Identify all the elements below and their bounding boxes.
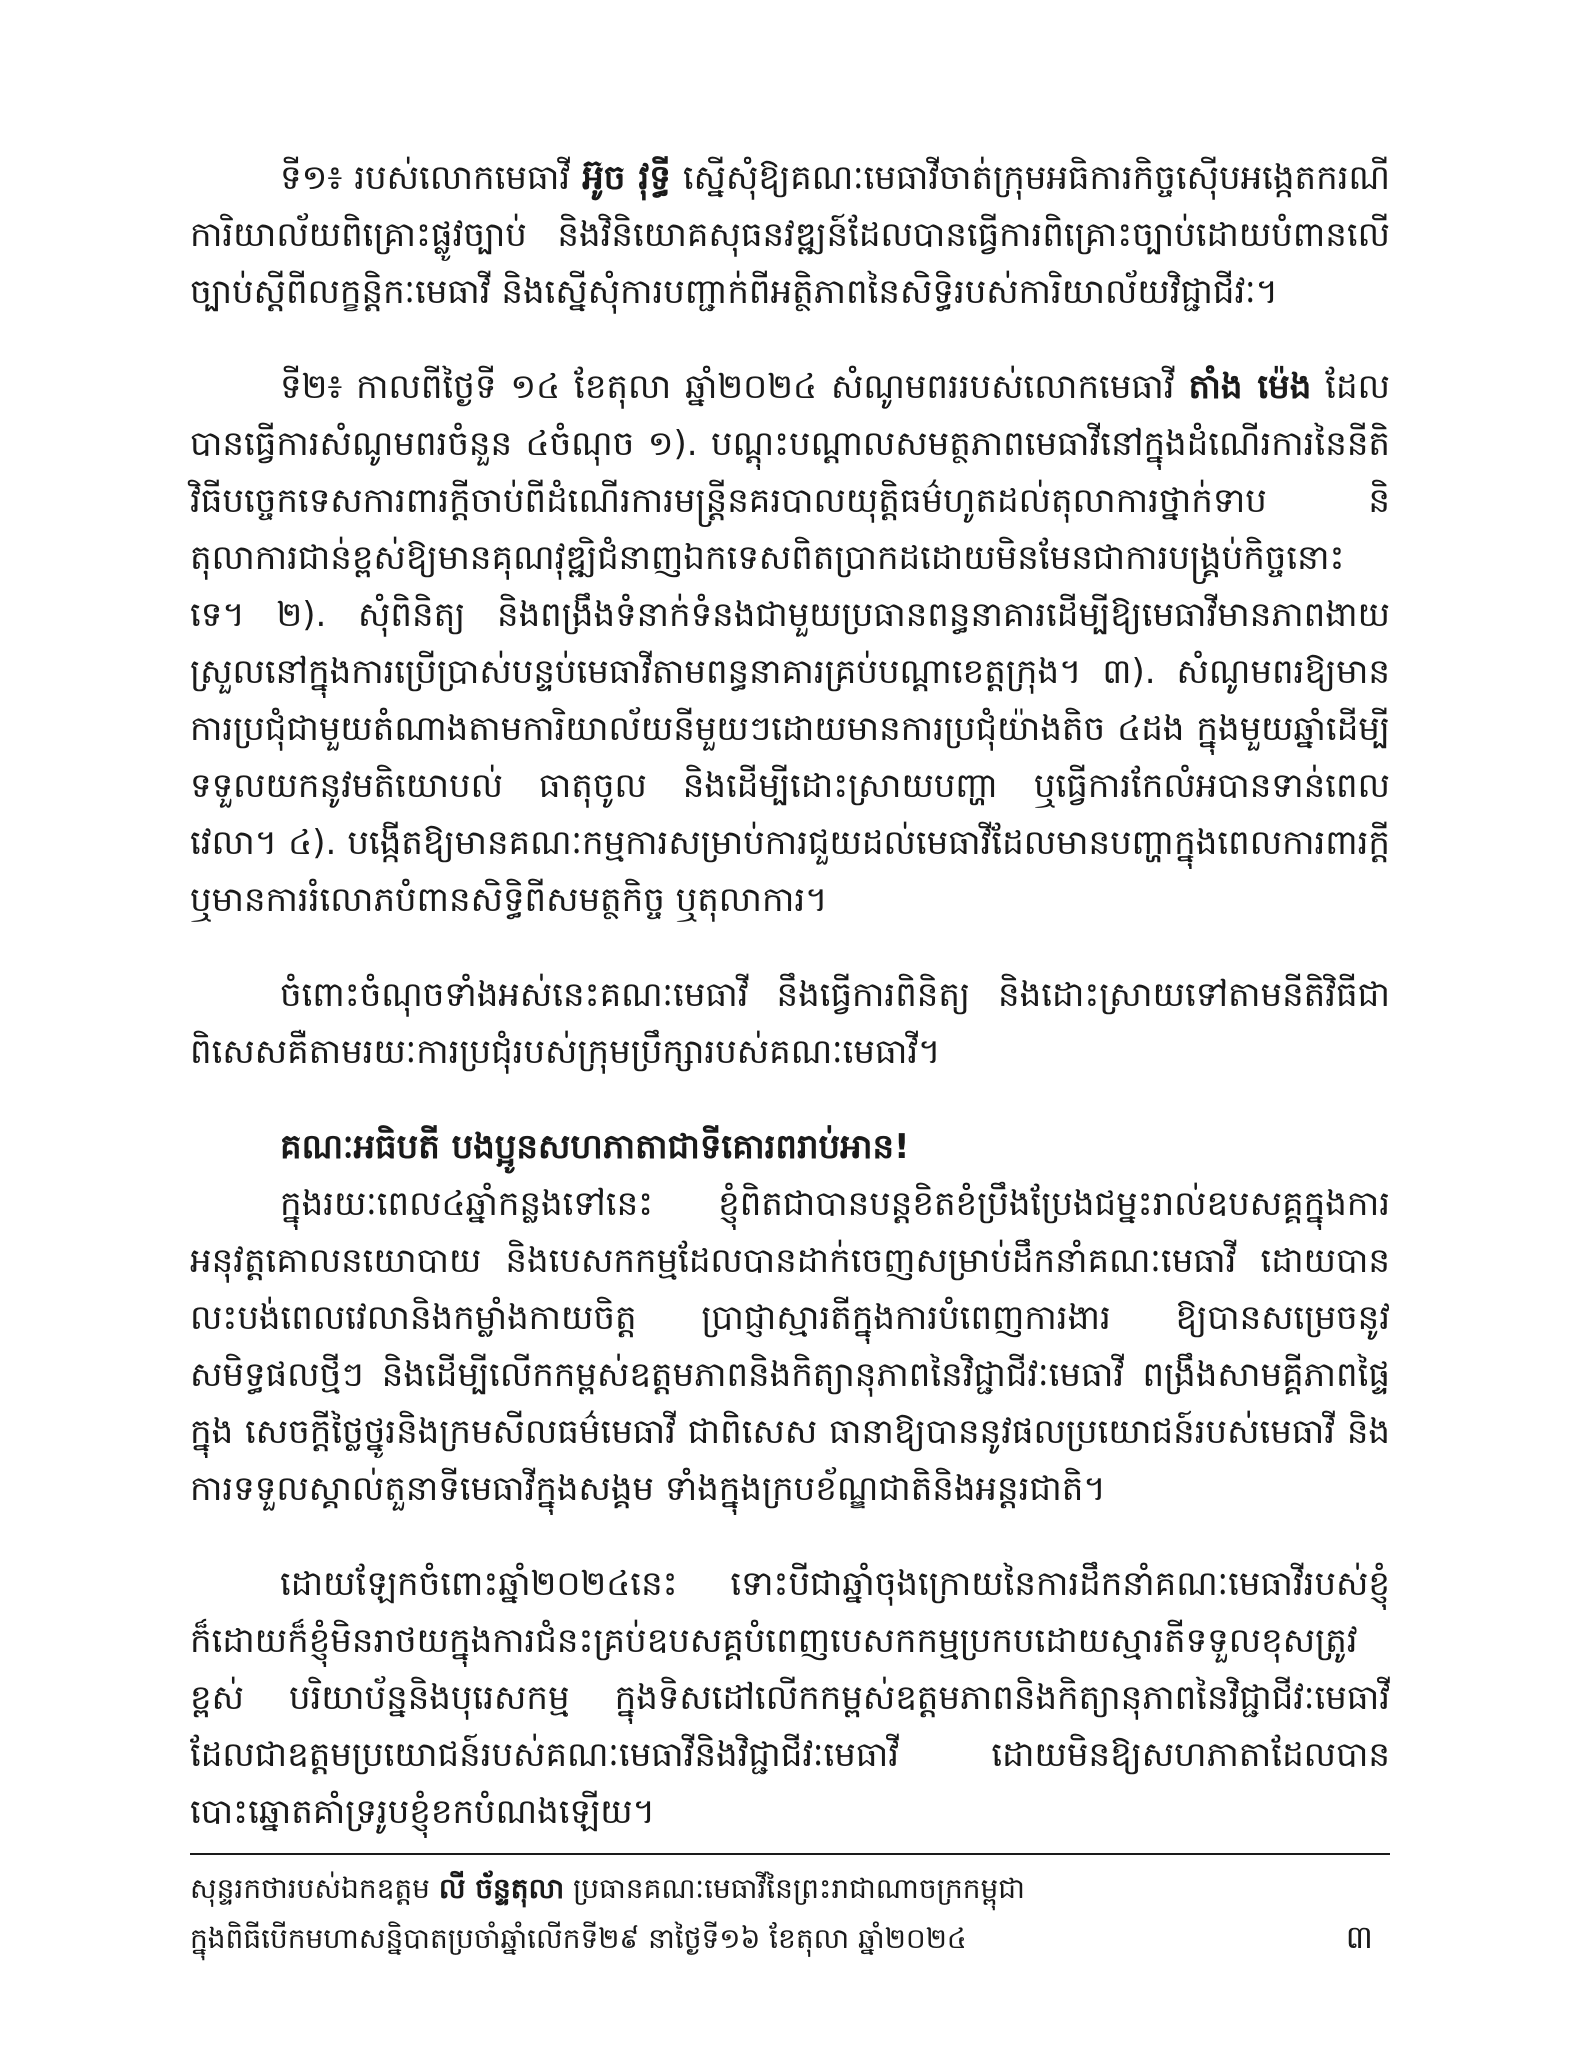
lawyer-name-uch-vuthy: អ៊ូច វុទ្ធី: [582, 158, 671, 198]
footer-divider: [190, 1853, 1390, 1855]
paragraph-1-text: ស្នើសុំឱ្យគណៈមេធាវីចាត់ក្រុមអធិការកិច្ចស៊ើបអង្កេតករណីការិយាល័យពិគ្រោះផ្លូវច្បាប់ និងវិនិយោគសុធនវឌ្ឍន៍ដែលបានធ្វើការពិគ្រោះច្បាប់ដោយបំពានលើច្បាប់ស្តីពីលក្ខន្តិកៈមេធាវី និងស្នើសុំការបញ្ជាក់ពីអត្ថិភាពនៃសិទ្ធិរបស់ការិយាល័យវិជ្ជាជីវៈ។: [190, 158, 1391, 312]
paragraph-1: [190, 150, 1390, 321]
footer-line-1: [190, 1864, 1390, 1914]
footer-line-1-suffix: ប្រធានគណៈមេធាវីនៃព្រះរាជាណាចក្រកម្ពុជា: [564, 1872, 1025, 1905]
paragraph-2-text: ដែលបានធ្វើការសំណូមពរចំនួន ៤ចំណុច ១). បណ្តុះបណ្តាលសមត្ថភាពមេធាវីនៅក្នុងដំណើរការនៃនីតិវិធីបច្ចេកទេសការពារក្តីចាប់ពីដំណើរការមន្ត្រីនគរបាលយុត្តិធម៌ហូតដល់តុលាការថ្នាក់ទាប និតុលាការជាន់ខ្ពស់ឱ្យមានគុណវុឌ្ឍិជំនាញឯកទេសពិតប្រាកដដោយមិនមែនជាការបង្គ្រប់កិច្ចនោះទេ។ ២). សុំពិនិត្យ និងពង្រឹងទំនាក់ទំនងជាមួយប្រធានពន្ធនាគារដើម្បីឱ្យមេធាវីមានភាពងាយស្រួលនៅក្នុងការប្រើប្រាស់បន្ទប់មេធាវីតាមពន្ធនាគារគ្រប់បណ្តាខេត្តក្រុង។ ៣). សំណូមពរឱ្យមានការប្រជុំជាមួយតំណាងតាមការិយាល័យនីមួយៗដោយមានការប្រជុំយ៉ាងតិច ៤ដង ក្នុងមួយឆ្នាំដើម្បីទទួលយកនូវមតិយោបល់ ធាតុចូល និងដើម្បីដោះស្រាយបញ្ហា ឬធ្វើការកែលំអបានទាន់ពេលវេលា។ ៤). បង្កើតឱ្យមានគណៈកម្មការសម្រាប់ការជួយដល់មេធាវីដែលមានបញ្ហាក្នុងពេលការពារក្តី ឬមានការរំលោភបំពានសិទ្ធិពីសមត្ថកិច្ច ឬតុលាការ។: [190, 367, 1390, 920]
page-footer: [190, 1864, 1390, 1964]
paragraph-4: ក្នុងរយៈពេល៤ឆ្នាំកន្លងទៅនេះ ខ្ញុំពិតជាបានបន្តខិតខំប្រឹងប្រែងជម្នះរាល់ឧបសគ្គក្នុងការអនុវត្តគោលនយោបាយ និងបេសកកម្មដែលបានដាក់ចេញសម្រាប់ដឹកនាំគណៈមេធាវី ដោយបានលះបង់ពេលវេលានិងកម្លាំងកាយចិត្ត ប្រាជ្ញាស្មារតីក្នុងការបំពេញការងារ ឱ្យបានសម្រេចនូវសមិទ្ធផលថ្មីៗ និងដើម្បីលើកកម្ពស់ឧត្តមភាពនិងកិត្យានុភាពនៃវិជ្ជាជីវៈមេធាវី ពង្រឹងសាមគ្គីភាពផ្ទៃក្នុង សេចក្តីថ្លៃថ្នូរនិងក្រមសីលធម៌មេធាវី ជាពិសេស ធានាឱ្យបាននូវផលប្រយោជន៍របស់មេធាវី និងការទទួលស្គាល់តួនាទីមេធាវីក្នុងសង្គម ទាំងក្នុងក្របខ័ណ្ឌជាតិនិងអន្តរជាតិ។: [190, 1184, 1390, 1509]
paragraph-5: ដោយឡែកចំពោះឆ្នាំ២០២៤នេះ ទោះបីជាឆ្នាំចុងក្រោយនៃការដឹកនាំគណៈមេធាវីរបស់ខ្ញុំក៏ដោយក៏ខ្ញុំមិនរាថយក្នុងការជំនះគ្រប់ឧបសគ្គបំពេញបេសកកម្មប្រកបដោយស្មារតីទទួលខុសត្រូវខ្ពស់ បរិយាប័ន្ននិងបុរេសកម្ម ក្នុងទិសដៅលើកកម្ពស់ឧត្តមភាពនិងកិត្យានុភាពនៃវិជ្ជាជីវៈមេធាវី ដែលជាឧត្តមប្រយោជន៍របស់គណៈមេធាវីនិងវិជ្ជាជីវៈមេធាវី ដោយមិនឱ្យសហភាតាដែលបានបោះឆ្នោតគាំទ្ររូបខ្ញុំខកបំណងឡើយ។: [190, 1564, 1390, 1832]
salutation-heading: គណៈអធិបតី បងប្អូនសហភាតាជាទីគោរពរាប់អាន!: [280, 1127, 910, 1167]
footer-speaker-name: លី ច័ន្ទតុលា: [438, 1872, 565, 1905]
footer-line-2: ក្នុងពិធីបើកមហាសន្និបាតប្រចាំឆ្នាំលើកទី២៩ នាថ្ងៃទី១៦ ខែតុលា ឆ្នាំ២០២៤: [190, 1922, 967, 1955]
footer-line-1-prefix: សុន្ទរកថារបស់ឯកឧត្តម: [190, 1872, 439, 1905]
page-number: ៣: [1345, 1918, 1373, 1956]
paragraph-2: [190, 359, 1390, 929]
paragraph-2-prefix: ទី២៖ កាលពីថ្ងៃទី ១៤ ខែតុលា ឆ្នាំ២០២៤ សំណូមពររបស់លោកមេធាវី: [280, 367, 1189, 407]
spacer: [190, 1081, 1390, 1119]
paragraph-3: ចំពោះចំណុចទាំងអស់នេះគណៈមេធាវី នឹងធ្វើការពិនិត្យ និងដោះស្រាយទៅតាមនីតិវិធីជាពិសេសគឺតាមរយៈការប្រជុំរបស់ក្រុមប្រឹក្សារបស់គណៈមេធាវី។: [190, 975, 1390, 1072]
lawyer-name-taing-meng: តាំង ម៉េង: [1188, 367, 1312, 407]
paragraph-1-prefix: ទី១៖ របស់លោកមេធាវី: [280, 158, 583, 198]
document-body: [190, 150, 1390, 1841]
